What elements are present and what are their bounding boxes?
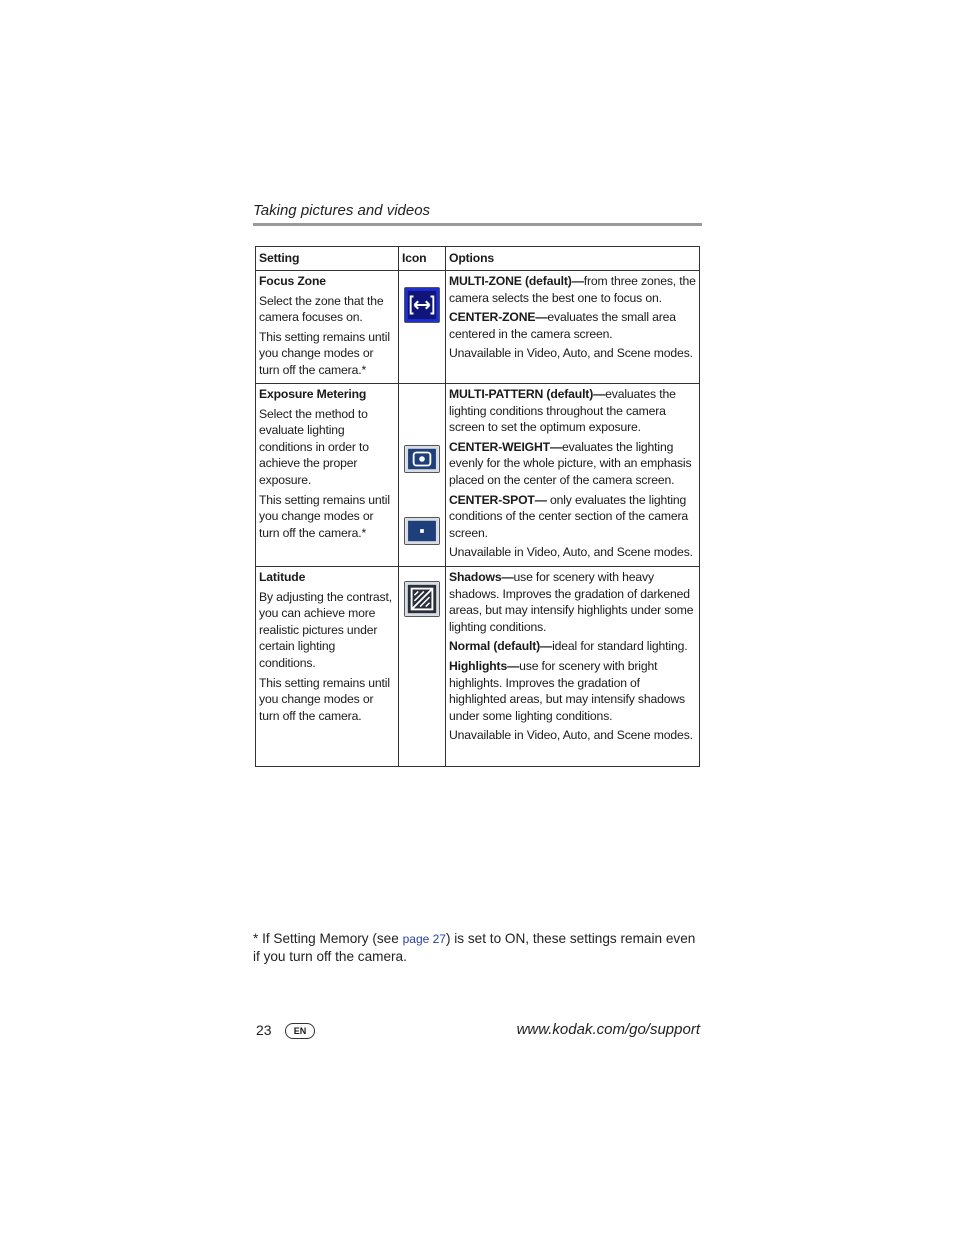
option-name: CENTER-SPOT—: [449, 492, 547, 507]
options-cell: [446, 384, 700, 567]
footnote-text: * If Setting Memory (see: [253, 931, 403, 946]
column-header-setting: Setting: [256, 247, 399, 271]
option-text: evaluates the lighting conditions throughout the camera screen to set the optimum exposure.: [449, 387, 676, 435]
latitude-icon: [404, 581, 440, 617]
option-item: [449, 439, 696, 489]
options-cell: [446, 271, 700, 384]
icon-cell: [399, 271, 446, 384]
option-item: [449, 638, 696, 655]
table-header-row: [256, 247, 700, 271]
option-item: [449, 273, 696, 306]
option-text: Unavailable in Video, Auto, and Scene modes.: [449, 728, 693, 743]
option-item: [449, 309, 696, 342]
setting-cell: [256, 271, 399, 384]
setting-name: Exposure Metering: [259, 387, 367, 401]
setting-description: Select the zone that the camera focuses on.: [259, 293, 384, 325]
header-rule: [253, 223, 702, 226]
icon-cell: [399, 567, 446, 767]
option-text: Unavailable in Video, Auto, and Scene modes.: [449, 545, 693, 560]
setting-note: This setting remains until you change modes or turn off the camera.*: [259, 329, 390, 377]
icon-cell: [399, 384, 446, 567]
page-number: 23: [256, 1022, 272, 1038]
option-text: only evaluates the lighting conditions of the center section of the camera screen.: [449, 492, 689, 540]
footnote-text-end: ) is set to ON, these settings remain even if you turn off the camera.: [253, 931, 696, 964]
option-name: MULTI-ZONE (default)—: [449, 274, 584, 288]
table-row-focus-zone: [256, 271, 700, 384]
column-header-options: Options: [446, 247, 700, 271]
option-item: [449, 727, 696, 744]
option-text: ideal for standard lighting.: [552, 639, 688, 654]
setting-name: Focus Zone: [259, 274, 326, 288]
page-link[interactable]: page 27: [402, 932, 446, 946]
option-text: evaluates the lighting evenly for the whole picture, with an emphasis placed on the center of the camera screen.: [449, 439, 692, 487]
option-text: from three zones, the camera selects the best one to focus on.: [449, 274, 696, 305]
option-item: [449, 658, 696, 724]
option-name: CENTER-ZONE—: [449, 310, 548, 325]
setting-description: Select the method to evaluate lighting conditions in order to achieve the proper exposure.: [259, 406, 369, 487]
footnote: [253, 930, 703, 966]
focus-zone-icon: [404, 287, 440, 323]
running-header: Taking pictures and videos: [253, 202, 431, 219]
option-name: CENTER-WEIGHT—: [449, 439, 562, 454]
option-name: MULTI-PATTERN (default)—: [449, 387, 606, 401]
setting-cell: [256, 567, 399, 767]
option-text: Unavailable in Video, Auto, and Scene modes.: [449, 346, 693, 361]
setting-note: This setting remains until you change modes or turn off the camera.: [259, 675, 390, 723]
option-item: [449, 386, 696, 436]
support-url[interactable]: www.kodak.com/go/support: [516, 1021, 700, 1038]
option-item: [449, 544, 696, 561]
language-badge: EN: [285, 1023, 315, 1039]
option-item: [449, 569, 696, 635]
option-text: use for scenery with bright highlights. Improves the gradation of highlighted areas, but may intensify shadows under some lighting conditions.: [449, 658, 685, 723]
setting-cell: [256, 384, 399, 567]
option-name: Highlights—: [449, 658, 520, 673]
center-weight-icon: [404, 445, 440, 473]
settings-table: [255, 246, 700, 767]
table-row-latitude: [256, 567, 700, 767]
options-cell: [446, 567, 700, 767]
option-item: [449, 345, 696, 362]
setting-description: By adjusting the contrast, you can achieve more realistic pictures under certain lighting conditions.: [259, 589, 392, 670]
option-name: Shadows—: [449, 570, 514, 584]
option-text: use for scenery with heavy shadows. Improves the gradation of darkened areas, but may intensify highlights under some lighting conditions.: [449, 570, 694, 634]
setting-name: Latitude: [259, 570, 306, 584]
table-row-exposure-metering: [256, 384, 700, 567]
option-text: evaluates the small area centered in the camera screen.: [449, 310, 676, 341]
option-item: [449, 492, 696, 542]
center-spot-icon: [404, 517, 440, 545]
column-header-icon: Icon: [399, 247, 446, 271]
option-name: Normal (default)—: [449, 639, 553, 654]
setting-note: This setting remains until you change modes or turn off the camera.*: [259, 492, 390, 540]
